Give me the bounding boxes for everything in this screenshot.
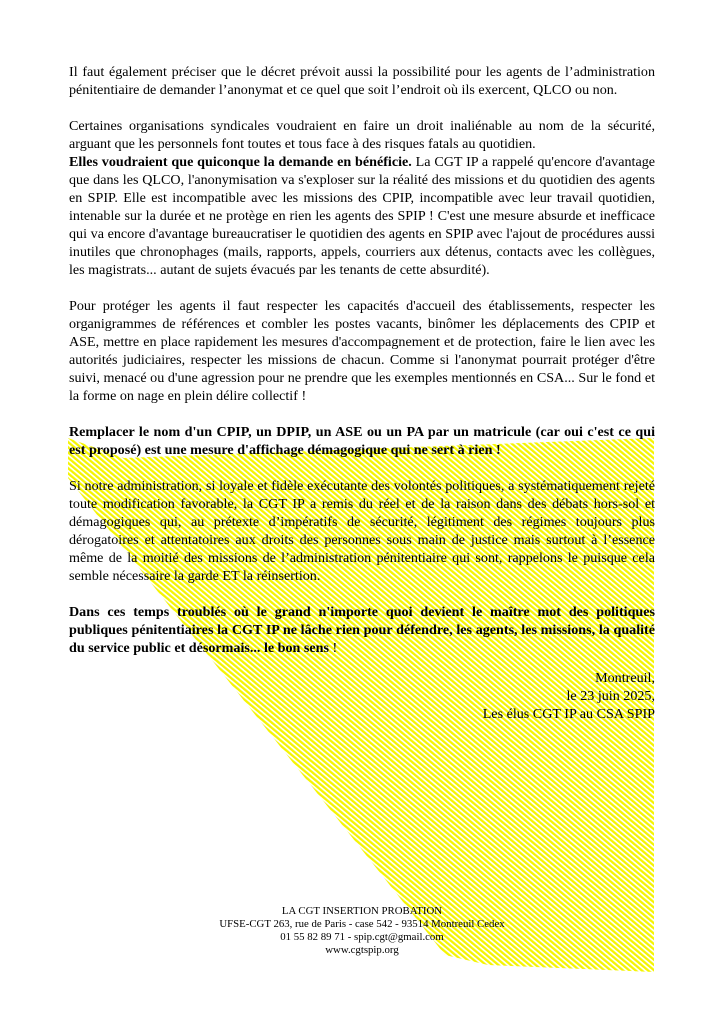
footer-website: www.cgtspip.org: [325, 944, 399, 956]
anonymisation-text: La CGT IP a rappelé qu'encore d'avantage que dans les QLCO, l'anonymisation va s'exploser sur la réalité des missions et du quotidien des agents en SPIP. Elle est incompatible avec les missions des CPIP, incompatible avec leur travail quotidien, intenable sur la durée et ne protège en rien les agents des SPIP ! C'est une mesure absurde et inefficace qui va encore d'avantage bureaucratiser le quotidien des agents en SPIP avec l'ajout de procédures aussi inutiles que chronophages (mails, rapports, appels, courriers aux détenus, contacts avec les collègues, les magistrats... autant de sujets évacués par les tenants de cette absurdité).: [69, 154, 656, 278]
paragraph-matricule: Remplacer le nom d'un CPIP, un DPIP, un ASE ou un PA par un matricule (car oui c'est ce qui est proposé) est une mesure d'affichage démagogique qui ne sert à rien !: [69, 424, 655, 458]
paragraph-anonymisation: [69, 153, 655, 279]
paragraph-conclusion: [69, 603, 655, 657]
footer-contact: 01 55 82 89 71 - spip.cgt@gmail.com: [280, 931, 444, 943]
conclusion-bold: Dans ces temps troublés où le grand n'importe quoi devient le maître mot des politiques publiques pénitentiaires la CGT IP ne lâche rien pour défendre, les agents, les missions, la qualité du service public et désormais... le bon sens: [69, 604, 655, 656]
footer: [0, 905, 724, 957]
paragraph-administration: Si notre administration, si loyale et fidèle exécutante des volontés politiques, a systématiquement rejeté toute modification favorable, la CGT IP a remis du réel et de la raison dans des débats hors-sol et démagogiques qui, au prétexte d’impératifs de sécurité, légitiment des régimes toujours plus dérogatoires et attentatoires aux droits des personnes sous main de justice mais surtout à l’essence même de la moitié des missions de l’administration pénitentiaire qui sont, rappelons le puisque cela semble nécessaire la garde ET la réinsertion.: [69, 478, 655, 584]
anonymisation-lead: Elles voudraient que quiconque la demande en bénéficie.: [69, 154, 412, 170]
signature-block: [355, 669, 655, 723]
paragraph-decree: Il faut également préciser que le décret prévoit aussi la possibilité pour les agents de l’administration pénitentiaire de demander l’anonymat et ce quel que soit l’endroit où ils exercent, QLCO ou non.: [69, 64, 655, 98]
paragraph-unions: Certaines organisations syndicales voudraient en faire un droit inaliénable au nom de la sécurité, arguant que les personnels font toutes et tous face à des risques fatals au quotidien.: [69, 118, 655, 152]
conclusion-tail: !: [328, 640, 338, 656]
signature-signatories: Les élus CGT IP au CSA SPIP: [482, 706, 655, 722]
paragraph-protection: Pour protéger les agents il faut respecter les capacités d'accueil des établissements, respecter les organigrammes de références et combler les postes vacants, binômer les déplacements des CPIP et ASE, mettre en place rapidement les mesures d'accompagnement et de protection, faire le lien avec les autorités judiciaires, respecter les missions de chacun. Comme si l'anonymat pourrait protéger d'être suivi, menacé ou d'une agression pour ne prendre que les exemples mentionnés en CSA... Sur le fond et la forme on nage en plein délire collectif !: [69, 298, 655, 404]
signature-date: le 23 juin 2025,: [566, 688, 655, 704]
footer-address: UFSE-CGT 263, rue de Paris - case 542 - 93514 Montreuil Cedex: [219, 918, 505, 930]
signature-city: Montreuil,: [595, 670, 655, 686]
letter-body: [69, 63, 655, 657]
footer-org: LA CGT INSERTION PROBATION: [281, 905, 443, 917]
